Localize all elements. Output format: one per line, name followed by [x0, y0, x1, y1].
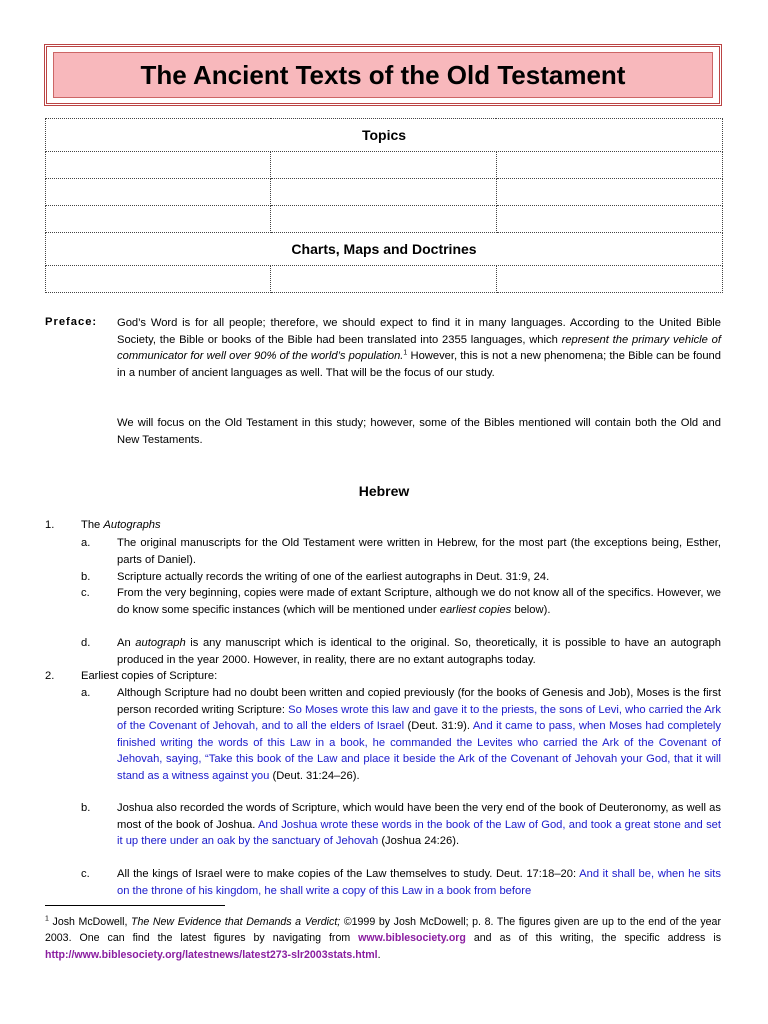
table-cell: [46, 152, 271, 179]
outline-item-2b: Joshua also recorded the words of Scripture, which would have been the very end of the book of Deuteronomy, as well as most of the book of Joshua. And Joshua wrote these words in the book of the Law of God, and took a great stone and set it up there under an oak by the sanctuary of Jehovah (Joshua 24:26).: [117, 802, 721, 848]
preface-paragraph-1: God’s Word is for all people; therefore, we should expect to find it in many languages. According to the United Bible Society, the Bible or books of the Bible had been translated into 2355 languages, which represent the primary vehicle of communicator for well over 90% of the world’s population.$^1$ However, this is not a new phenomena; the Bible can be found in a number of ancient languages as well. That will be the focus of our study.: [117, 317, 721, 379]
table-cell: [271, 266, 496, 293]
outline-letter: d.: [81, 637, 91, 649]
outline-item-1b: Scripture actually records the writing of one of the earliest autographs in Deut. 31:9, 24.: [117, 571, 550, 583]
table-cell: [271, 206, 496, 233]
table-cell: [271, 152, 496, 179]
outline-item-2c: All the kings of Israel were to make copies of the Law themselves to study. Deut. 17:18–20: And it shall be, when he sits on the throne of his kingdom, he shall write a copy of this Law in a book from before: [117, 868, 721, 897]
outline-item-1d: An autograph is any manuscript which is identical to the original. So, theoretically, it is possible to have an autograph produced in the year 2000. However, in reality, there are no extant autographs today.: [117, 637, 721, 666]
outline-number: 1.: [45, 519, 55, 531]
title-box: [44, 44, 722, 106]
topics-table: [45, 118, 723, 293]
table-cell: [46, 266, 271, 293]
outline-letter: b.: [81, 571, 91, 583]
title-banner: [53, 52, 713, 98]
table-cell: [496, 179, 722, 206]
table-cell: [46, 179, 271, 206]
outline-letter: c.: [81, 587, 90, 599]
stats-url-link[interactable]: http://www.biblesociety.org/latestnews/latest273-slr2003stats.html: [45, 948, 378, 961]
table-cell: [496, 206, 722, 233]
preface-label: Preface:: [45, 316, 98, 328]
outline-letter: a.: [81, 537, 91, 549]
outline-item-1c: From the very beginning, copies were made of extant Scripture, although we do not know all of the specifics. However, we do know some specific instances (which will be mentioned under earliest copies below).: [117, 587, 721, 616]
outline-item-2a: Although Scripture had no doubt been written and copied previously (for the books of Genesis and Job), Moses is the first person recorded writing Scripture: So Moses wrote this law and gave it to the priests, the sons of Levi, who carried the Ark of the Covenant of Jehovah, and to all the elders of Israel (Deut. 31:9). And it came to pass, when Moses had completely finished writing the words of this Law in a book, he commanded the Levites who carried the Ark of the Covenant of Jehovah, saying, “Take this book of the Law and place it beside the Ark of the Covenant of Jehovah your God, that it will stand as a witness against you (Deut. 31:24–26).: [117, 687, 721, 782]
outline-letter: b.: [81, 802, 91, 814]
table-cell: [271, 179, 496, 206]
outline-letter: a.: [81, 687, 91, 699]
outline-letter: c.: [81, 868, 90, 880]
table-cell: [496, 266, 722, 293]
outline-item-1a: The original manuscripts for the Old Testament were written in Hebrew, for the most part (the exceptions being, Esther, parts of Daniel).: [117, 537, 721, 566]
outline-number: 2.: [45, 670, 55, 682]
topics-header: Topics: [46, 119, 723, 152]
footnote: $^1$ Josh McDowell, The New Evidence that Demands a Verdict; ©1999 by Josh McDowell; p. 8. The figures given are up to the end of the year 2003. One can find the latest figures by navigating from www.biblesociety.org and as of this writing, the specific address is http://www.biblesociety.org/latestnews/latest273-slr2003stats.html.: [45, 915, 721, 961]
table-cell: [496, 152, 722, 179]
outline-item-1: The Autographs: [81, 519, 161, 531]
biblesociety-link[interactable]: www.biblesociety.org: [358, 932, 466, 945]
table-cell: [46, 206, 271, 233]
footnote-divider: [45, 905, 225, 906]
outline-item-2: Earliest copies of Scripture:: [81, 670, 218, 682]
charts-header: Charts, Maps and Doctrines: [46, 233, 723, 266]
page-title: The Ancient Texts of the Old Testament: [140, 59, 626, 90]
preface-paragraph-2: We will focus on the Old Testament in this study; however, some of the Bibles mentioned will contain both the Old and New Testaments.: [117, 417, 721, 446]
section-heading-hebrew: Hebrew: [358, 483, 410, 499]
